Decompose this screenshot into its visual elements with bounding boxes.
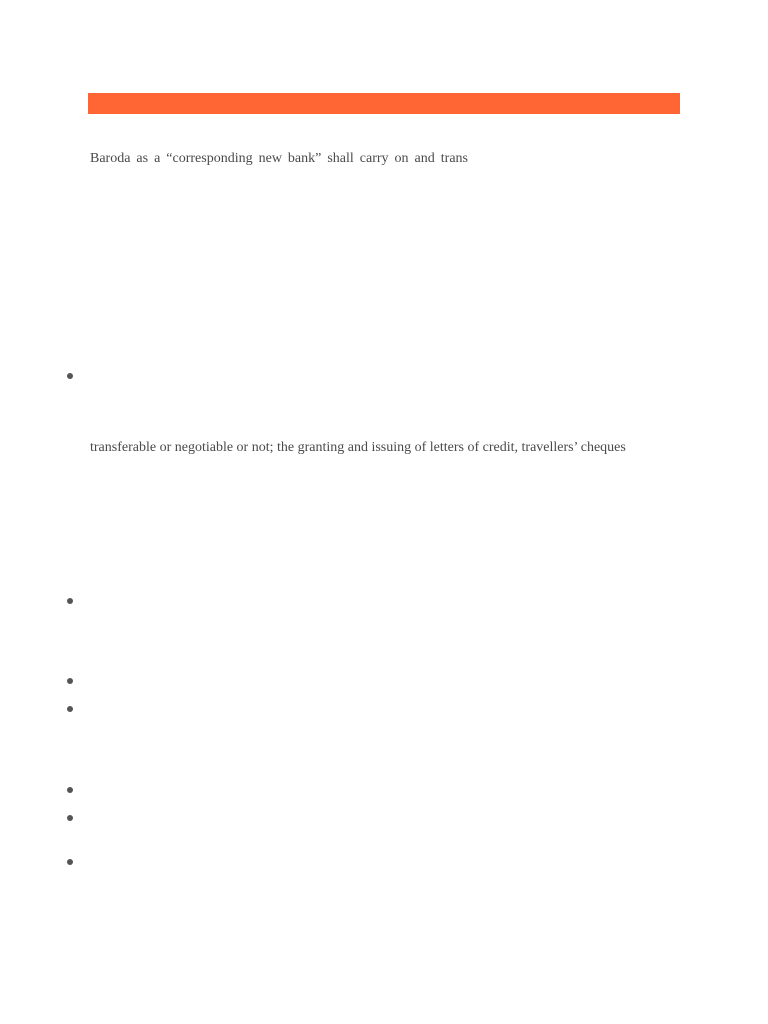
header-accent-bar (88, 93, 680, 114)
bullet-point (67, 678, 73, 684)
paragraph-text: transferable or negotiable or not; the granting and issuing of letters of credit, travellers’ cheques (90, 440, 626, 455)
paragraph-text: Baroda as a “corresponding new bank” shall carry on and trans (90, 151, 468, 166)
bullet-point (67, 859, 73, 865)
bullet-point (67, 373, 73, 379)
bullet-point (67, 815, 73, 821)
bullet-point (67, 787, 73, 793)
bullet-point (67, 598, 73, 604)
bullet-point (67, 706, 73, 712)
